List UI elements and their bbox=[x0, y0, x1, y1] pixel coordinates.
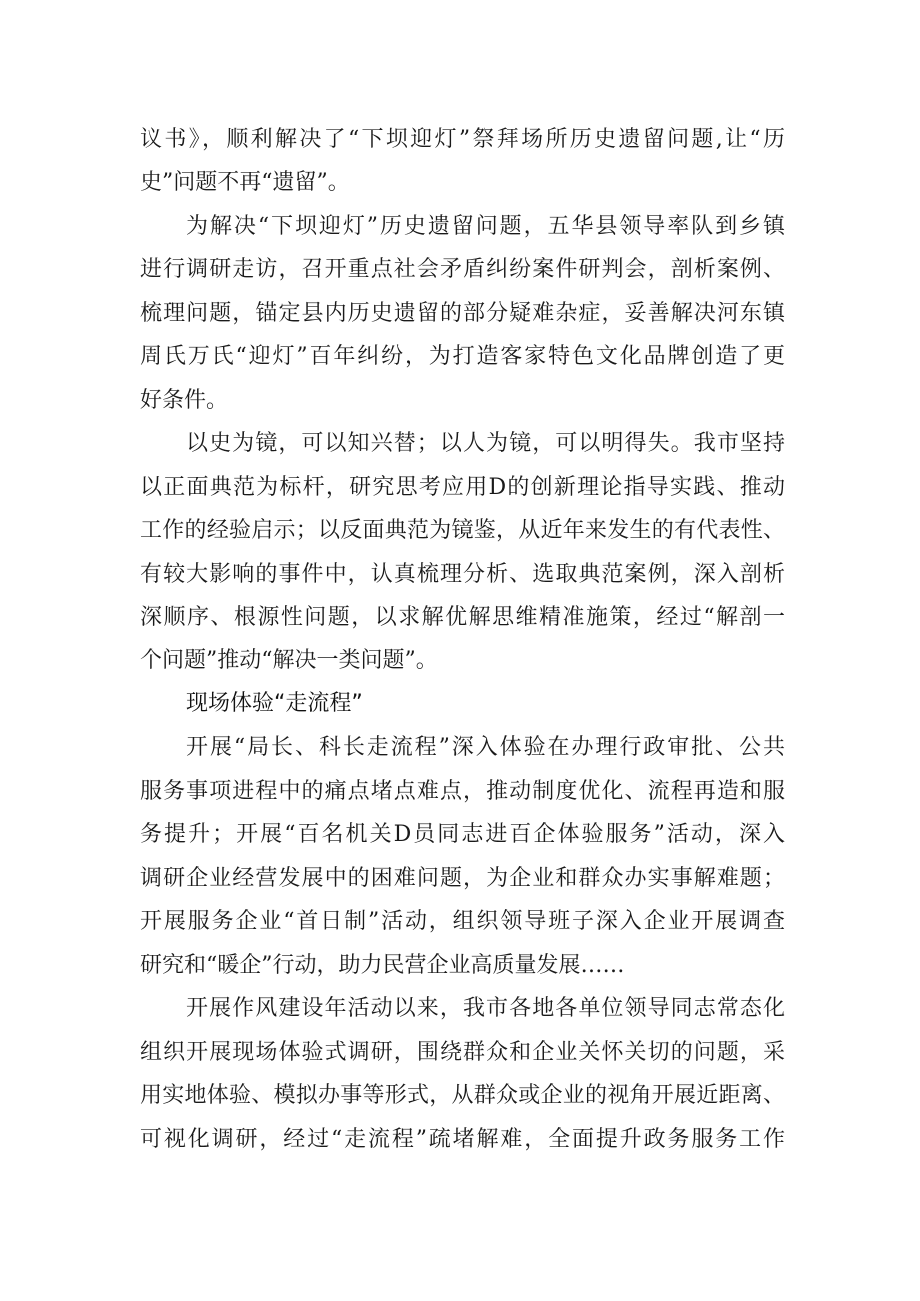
paragraph-3-line-6: 个问题”推动“解决一类问题”。 bbox=[140, 648, 438, 673]
paragraph-2-line-2: 进行调研走访，召开重点社会矛盾纠纷案件研判会，剖析案例、 bbox=[140, 257, 785, 282]
paragraph-3-line-2: 以正面典范为标杆，研究思考应用D的创新理论指导实践、推动 bbox=[140, 475, 785, 500]
paragraph-3-line-5: 深顺序、根源性问题，以求解优解思维精准施策，经过“解剖一 bbox=[140, 605, 785, 630]
paragraph-4-line-2: 服务事项进程中的痛点堵点难点，推动制度优化、流程再造和服 bbox=[140, 779, 785, 804]
paragraph-5-line-4: 可视化调研，经过“走流程”疏堵解难，全面提升政务服务工作 bbox=[140, 1127, 785, 1152]
paragraph-5-line-2: 组织开展现场体验式调研，围绕群众和企业关怀关切的问题，采 bbox=[140, 1040, 785, 1065]
paragraph-3-line-1: 以史为镜，可以知兴替；以人为镜，可以明得失。我市坚持 bbox=[186, 431, 785, 456]
paragraph-4-line-5: 开展服务企业“首日制”活动，组织领导班子深入企业开展调查 bbox=[140, 909, 785, 934]
paragraph-3-line-4: 有较大影响的事件中，认真梳理分析、选取典范案例，深入剖析 bbox=[140, 562, 785, 587]
paragraph-4-line-3: 务提升；开展“百名机关D员同志进百企体验服务”活动，深入 bbox=[140, 822, 785, 847]
paragraph-5-line-3: 用实地体验、模拟办事等形式，从群众或企业的视角开展近距离、 bbox=[140, 1083, 785, 1108]
paragraph-2-line-5: 好条件。 bbox=[140, 388, 229, 413]
paragraph-5-line-1: 开展作风建设年活动以来，我市各地各单位领导同志常态化 bbox=[186, 996, 785, 1021]
paragraph-4-line-1: 开展“局长、科长走流程”深入体验在办理行政审批、公共 bbox=[186, 735, 785, 760]
paragraph-4-line-6: 研究和“暖企”行动，助力民营企业高质量发展…… bbox=[140, 953, 625, 978]
paragraph-1-line-2: 史”问题不再“遗留”。 bbox=[140, 170, 350, 195]
paragraph-2-line-4: 周氏万氏“迎灯”百年纠纷，为打造客家特色文化品牌创造了更 bbox=[140, 344, 785, 369]
paragraph-4-line-4: 调研企业经营发展中的困难问题，为企业和群众办实事解难题； bbox=[140, 866, 785, 891]
paragraph-2-line-3: 梳理问题，锚定县内历史遗留的部分疑难杂症，妥善解决河东镇 bbox=[140, 301, 785, 326]
paragraph-1-line-1: 议书》，顺利解决了“下坝迎灯”祭拜场所历史遗留问题,让“历 bbox=[140, 127, 785, 152]
paragraph-2-line-1: 为解决“下坝迎灯”历史遗留问题，五华县领导率队到乡镇 bbox=[186, 214, 785, 239]
section-heading: 现场体验“走流程” bbox=[186, 691, 363, 716]
paragraph-3-line-3: 工作的经验启示；以反面典范为镜鉴，从近年来发生的有代表性、 bbox=[140, 518, 785, 543]
